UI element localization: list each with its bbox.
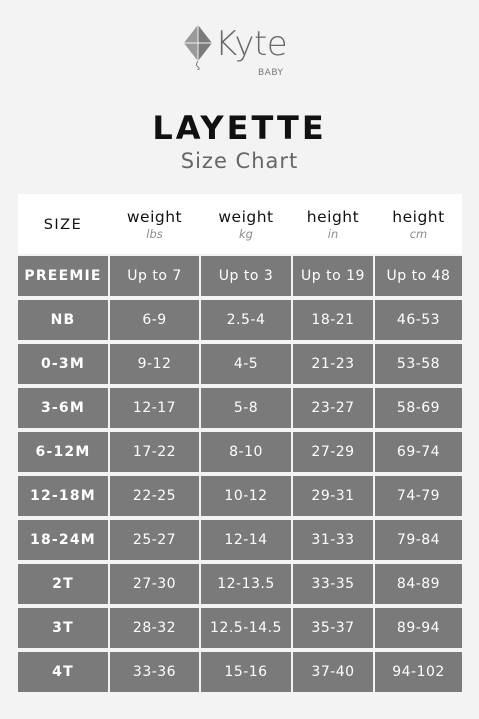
cell-height-in: 21-23 [293, 344, 373, 384]
header-height-in [293, 194, 373, 254]
cell-weight-lbs: Up to 7 [110, 256, 199, 296]
cell-size: 3T [18, 608, 108, 648]
cell-height-in: 31-33 [293, 520, 373, 560]
cell-weight-kg: 10-12 [201, 476, 291, 516]
cell-weight-kg: 4-5 [201, 344, 291, 384]
cell-height-cm: 89-94 [375, 608, 462, 648]
page-title: LAYETTE [152, 109, 327, 147]
header-unit: lbs [146, 227, 163, 241]
cell-height-in: Up to 19 [293, 256, 373, 296]
cell-height-cm: Up to 48 [375, 256, 462, 296]
cell-height-cm: 74-79 [375, 476, 462, 516]
cell-weight-lbs: 27-30 [110, 564, 199, 604]
cell-weight-kg: 12.5-14.5 [201, 608, 291, 648]
header-unit: kg [239, 227, 253, 241]
header-label: height [392, 208, 445, 226]
cell-weight-kg: 12-14 [201, 520, 291, 560]
cell-weight-lbs: 22-25 [110, 476, 199, 516]
header-weight-kg [201, 194, 291, 254]
cell-weight-kg: 5-8 [201, 388, 291, 428]
cell-height-in: 37-40 [293, 652, 373, 692]
cell-height-cm: 46-53 [375, 300, 462, 340]
cell-weight-kg: 2.5-4 [201, 300, 291, 340]
cell-weight-lbs: 33-36 [110, 652, 199, 692]
cell-weight-lbs: 12-17 [110, 388, 199, 428]
cell-weight-lbs: 25-27 [110, 520, 199, 560]
header-size [18, 194, 108, 254]
cell-weight-kg: 15-16 [201, 652, 291, 692]
cell-weight-kg: 12-13.5 [201, 564, 291, 604]
header-unit: cm [409, 227, 428, 241]
cell-size: 3-6M [18, 388, 108, 428]
header-unit: in [327, 227, 339, 241]
cell-height-cm: 79-84 [375, 520, 462, 560]
cell-size: 4T [18, 652, 108, 692]
cell-height-in: 23-27 [293, 388, 373, 428]
cell-height-in: 33-35 [293, 564, 373, 604]
cell-size: NB [18, 300, 108, 340]
cell-height-cm: 84-89 [375, 564, 462, 604]
cell-size: 2T [18, 564, 108, 604]
cell-height-in: 27-29 [293, 432, 373, 472]
brand-sub: BABY [258, 68, 284, 78]
cell-size: PREEMIE [18, 256, 108, 296]
cell-height-in: 35-37 [293, 608, 373, 648]
cell-size: 18-24M [18, 520, 108, 560]
page-subtitle: Size Chart [180, 149, 299, 173]
cell-height-cm: 58-69 [375, 388, 462, 428]
cell-weight-lbs: 17-22 [110, 432, 199, 472]
cell-weight-lbs: 9-12 [110, 344, 199, 384]
header-height-cm [375, 194, 462, 254]
cell-size: 0-3M [18, 344, 108, 384]
table-header-row [18, 194, 462, 254]
header-weight-lbs [110, 194, 199, 254]
cell-height-cm: 94-102 [375, 652, 462, 692]
cell-weight-kg: 8-10 [201, 432, 291, 472]
brand-name: Kyte [215, 24, 288, 64]
cell-height-in: 18-21 [293, 300, 373, 340]
header-label: weight [126, 208, 183, 226]
cell-size: 12-18M [18, 476, 108, 516]
size-chart-table [18, 194, 462, 698]
cell-height-in: 29-31 [293, 476, 373, 516]
header-label: SIZE [43, 217, 83, 233]
kite-icon [183, 24, 213, 70]
cell-weight-kg: Up to 3 [201, 256, 291, 296]
brand-logo [0, 22, 479, 84]
header-label: height [306, 208, 360, 226]
cell-weight-lbs: 28-32 [110, 608, 199, 648]
cell-height-cm: 53-58 [375, 344, 462, 384]
cell-weight-lbs: 6-9 [110, 300, 199, 340]
cell-size: 6-12M [18, 432, 108, 472]
cell-height-cm: 69-74 [375, 432, 462, 472]
header-label: weight [218, 208, 274, 226]
